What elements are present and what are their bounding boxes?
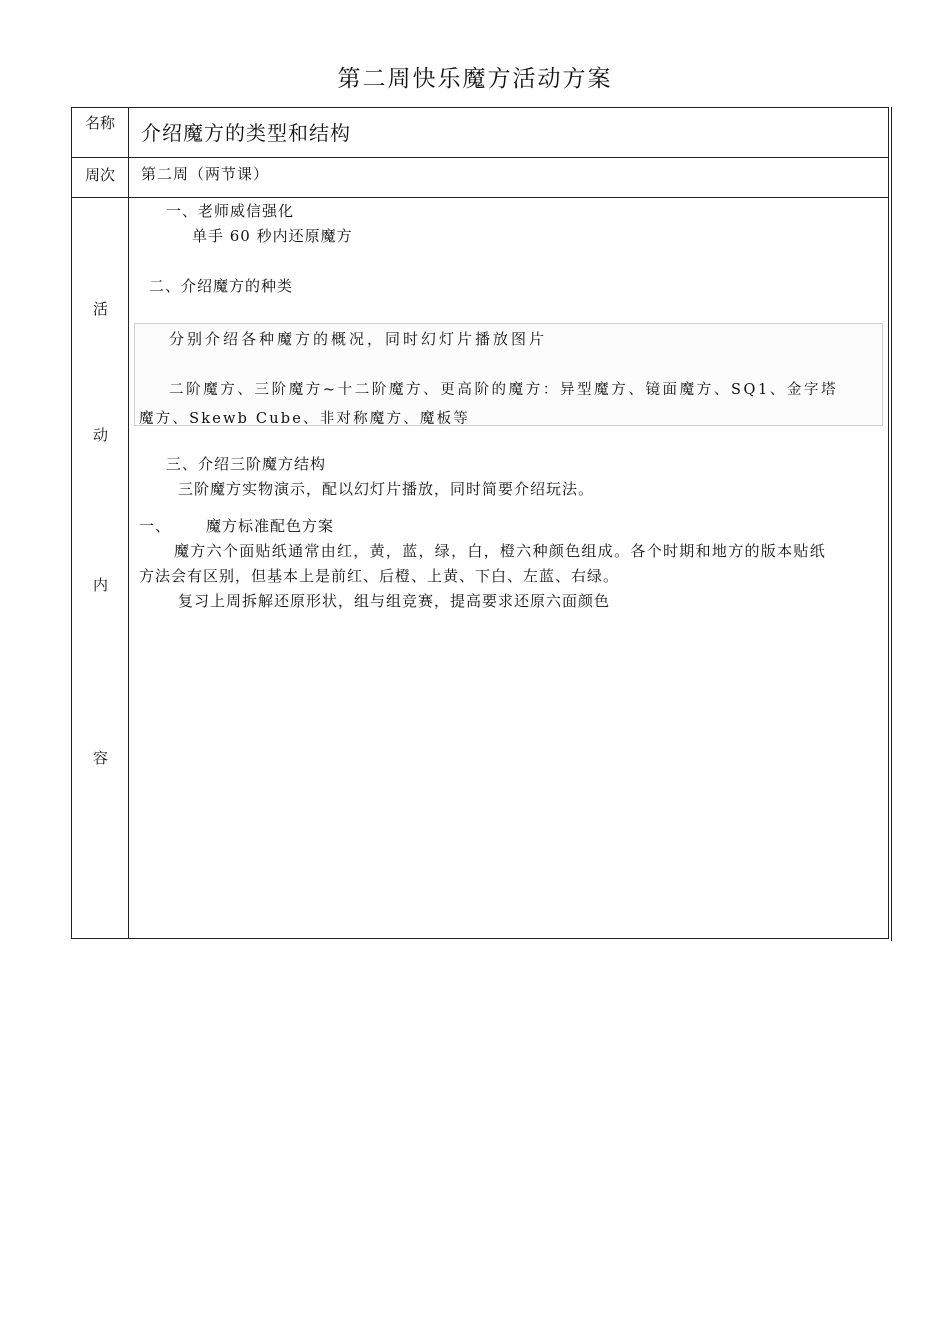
name-value-cell — [129, 108, 888, 157]
week-label-cell — [72, 158, 129, 197]
name-value: 介绍魔方的类型和结构 — [141, 121, 351, 145]
cube-types-intro: 分别介绍各种魔方的概况，同时幻灯片播放图片 — [169, 330, 548, 348]
section-1-heading: 一、老师威信强化 — [166, 202, 295, 220]
week-label: 周次 — [84, 166, 115, 184]
name-label: 名称 — [84, 114, 115, 132]
week-value-cell — [129, 158, 888, 197]
cube-types-list-line1: 二阶魔方、三阶魔方~十二阶魔方、更高阶的魔方：异型魔方、镜面魔方、SQ1、金字塔 — [169, 382, 839, 398]
content-label-char: 内 — [92, 576, 108, 594]
content-row — [72, 198, 888, 938]
content-label-char: 容 — [92, 749, 108, 767]
section-1-text: 单手 60 秒内还原魔方 — [192, 227, 353, 245]
cube-types-list-line2: 魔方、Skewb Cube、非对称魔方、魔板等 — [139, 411, 470, 427]
color-scheme-para-line2: 方法会有区别，但基本上是前红、后橙、上黄、下白、左蓝、右绿。 — [139, 567, 620, 585]
section-4-number: 一、 — [139, 517, 172, 535]
section-4-heading: 魔方标准配色方案 — [206, 517, 335, 535]
plan-table — [71, 107, 889, 939]
content-label-cell — [72, 198, 129, 938]
section-3-text: 三阶魔方实物演示，配以幻灯片播放，同时简要介绍玩法。 — [178, 480, 595, 498]
week-row — [72, 158, 888, 198]
cube-types-box — [134, 323, 883, 426]
section-3-heading: 三、介绍三阶魔方结构 — [166, 455, 327, 473]
name-label-cell — [72, 108, 129, 157]
section-2-heading: 二、介绍魔方的种类 — [149, 277, 294, 295]
name-row — [72, 108, 888, 158]
content-label-char: 动 — [92, 426, 108, 444]
page-title: 第二周快乐魔方活动方案 — [337, 66, 613, 92]
review-text: 复习上周拆解还原形状，组与组竞赛，提高要求还原六面颜色 — [178, 592, 611, 610]
activity-content — [129, 198, 888, 938]
week-value: 第二周（两节课） — [141, 165, 270, 183]
content-label-char: 活 — [92, 300, 108, 318]
color-scheme-para-line1: 魔方六个面贴纸通常由红，黄，蓝，绿，白，橙六种颜色组成。各个时期和地方的版本贴纸 — [174, 542, 827, 560]
